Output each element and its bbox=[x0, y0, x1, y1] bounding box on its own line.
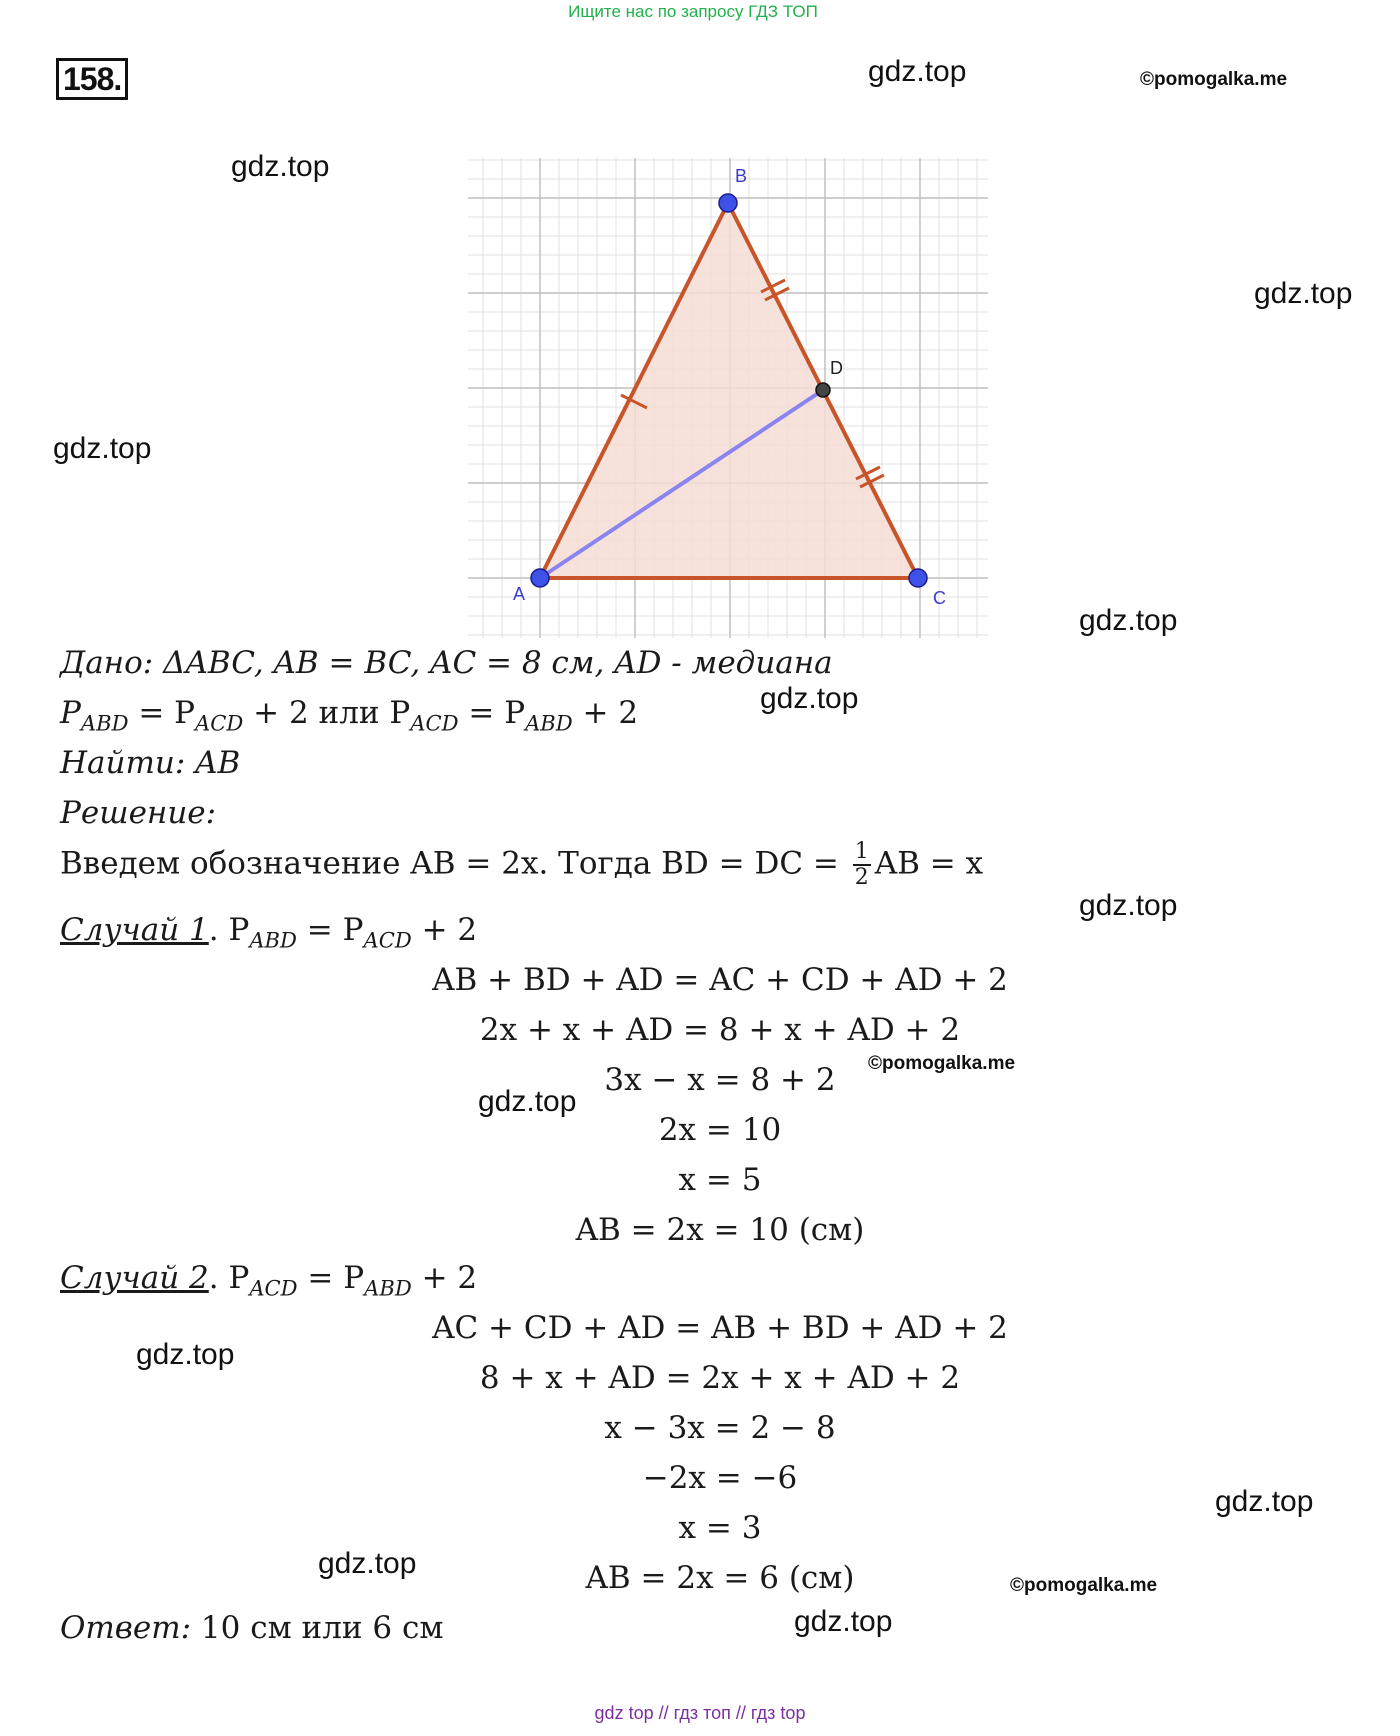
case2-part: + 2 bbox=[411, 1260, 478, 1296]
watermark: gdz.top bbox=[478, 1085, 577, 1118]
intro-line bbox=[60, 840, 983, 890]
intro-text-a: Введем обозначение AB = 2x. Тогда BD = DC = bbox=[60, 845, 849, 882]
case1-step: AB + BD + AD = AC + CD + AD + 2 bbox=[432, 962, 1008, 998]
case1-heading bbox=[60, 912, 478, 953]
case1-sub: ABD bbox=[249, 927, 297, 953]
watermark: gdz.top bbox=[1079, 604, 1178, 637]
given-line bbox=[60, 645, 833, 681]
case2-step: AC + CD + AD = AB + BD + AD + 2 bbox=[432, 1310, 1008, 1346]
case1-sub: ACD bbox=[363, 927, 412, 953]
case2-step: x − 3x = 2 − 8 bbox=[604, 1410, 836, 1446]
watermark: gdz.top bbox=[794, 1605, 893, 1638]
case2-step: −2x = −6 bbox=[642, 1460, 798, 1496]
case1-step: x = 5 bbox=[678, 1162, 762, 1198]
case2-sub: ABD bbox=[364, 1275, 412, 1301]
case2-step: x = 3 bbox=[678, 1510, 762, 1546]
fraction-numerator: 1 bbox=[854, 839, 869, 864]
case2-step: 8 + x + AD = 2x + x + AD + 2 bbox=[479, 1360, 961, 1396]
find-line bbox=[60, 745, 240, 781]
case1-step: 2x = 10 bbox=[658, 1112, 782, 1148]
case1-part: = P bbox=[296, 912, 364, 948]
vertex-c bbox=[909, 569, 927, 587]
watermark: gdz.top bbox=[53, 432, 152, 465]
triangle-diagram bbox=[468, 158, 988, 648]
watermark: gdz.top bbox=[231, 150, 330, 183]
watermark: gdz.top bbox=[868, 55, 967, 88]
case1-step: AB = 2x = 10 (см) bbox=[575, 1212, 865, 1248]
find-label: Найти bbox=[60, 745, 175, 781]
cond-sub: ABD bbox=[80, 710, 129, 736]
label-d: D bbox=[830, 358, 843, 378]
case1-label: Случай 1 bbox=[60, 912, 209, 948]
cond-part: = P bbox=[458, 695, 526, 731]
watermark: gdz.top bbox=[1254, 277, 1353, 310]
solution-label: Решение: bbox=[60, 795, 217, 831]
top-banner[interactable]: Ищите нас по запросу ГДЗ ТОП bbox=[568, 2, 818, 21]
cond-sub: ACD bbox=[410, 710, 459, 736]
find-text: : AB bbox=[174, 745, 241, 781]
cond-part: P bbox=[60, 695, 81, 731]
cond-sub: ABD bbox=[525, 710, 573, 736]
case1-step: 2x + x + AD = 8 + x + AD + 2 bbox=[479, 1012, 961, 1048]
intro-text-b: AB = x bbox=[874, 845, 984, 882]
watermark: gdz.top bbox=[318, 1547, 417, 1580]
given-label: Дано bbox=[60, 645, 143, 681]
copyright-watermark: ©pomogalka.me bbox=[868, 1053, 1016, 1074]
cond-part: = P bbox=[128, 695, 196, 731]
problem-number: 158. bbox=[56, 58, 128, 100]
answer-text: 10 см или 6 см bbox=[191, 1610, 444, 1646]
label-b: B bbox=[735, 166, 748, 186]
case1-step: 3x − x = 8 + 2 bbox=[604, 1062, 836, 1098]
condition-line bbox=[60, 695, 639, 736]
point-d bbox=[816, 383, 830, 397]
cond-part: + 2 или P bbox=[243, 695, 411, 731]
given-text: : ΔABC, AB = BC, AC = 8 см, AD - медиана bbox=[142, 645, 833, 681]
label-a: A bbox=[513, 584, 526, 604]
watermark: gdz.top bbox=[760, 682, 859, 715]
answer-label: Ответ: bbox=[60, 1610, 192, 1646]
case1-part: + 2 bbox=[411, 912, 478, 948]
cond-part: + 2 bbox=[572, 695, 639, 731]
footer-links[interactable]: gdz top // гдз топ // гдз top bbox=[594, 1703, 806, 1723]
vertex-b bbox=[719, 194, 737, 212]
watermark: gdz.top bbox=[1079, 889, 1178, 922]
case2-sub: ACD bbox=[249, 1275, 298, 1301]
case2-part: = P bbox=[297, 1260, 365, 1296]
case2-step: AB = 2x = 6 (см) bbox=[585, 1560, 855, 1596]
label-c: C bbox=[933, 588, 946, 608]
cond-sub: ACD bbox=[195, 710, 244, 736]
vertex-a bbox=[531, 569, 549, 587]
case2-part: . P bbox=[208, 1260, 250, 1296]
watermark: gdz.top bbox=[136, 1338, 235, 1371]
fraction-denominator: 2 bbox=[854, 865, 869, 890]
case1-part: . P bbox=[208, 912, 250, 948]
case2-label: Случай 2 bbox=[60, 1260, 209, 1296]
fraction-half bbox=[853, 840, 871, 890]
answer-line bbox=[60, 1610, 443, 1646]
copyright-watermark: ©pomogalka.me bbox=[1140, 69, 1288, 90]
watermark: gdz.top bbox=[1215, 1485, 1314, 1518]
copyright-watermark: ©pomogalka.me bbox=[1010, 1575, 1158, 1596]
case2-heading bbox=[60, 1260, 478, 1301]
